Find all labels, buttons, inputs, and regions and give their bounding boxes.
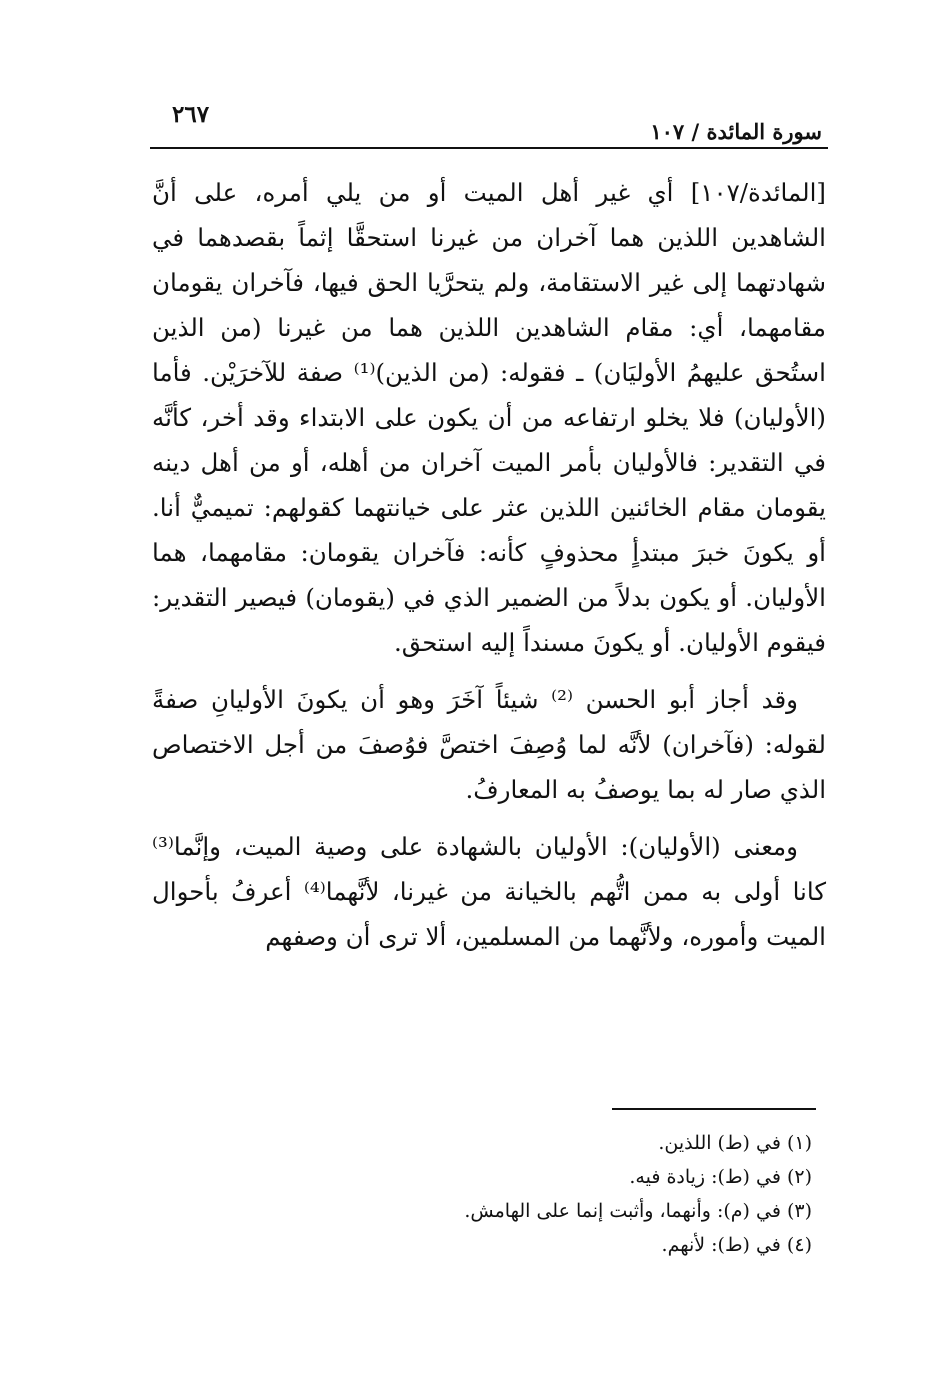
header-rule [150, 147, 828, 149]
paragraph-2: وقد أجاز أبو الحسن ⁽²⁾ شيئاً آخَرَ وهو أن يكونَ الأوليانِ صفةً لقوله: (فآخران) لأنَّه لما وُصِفَ اختصَّ فوُصفَ من أجل الاختصاص الذي صار له بما يوصفُ به المعارفُ. [152, 685, 826, 804]
footnote-4: (٤) في (ط): لأنهم. [661, 1234, 812, 1256]
footnote-separator [612, 1108, 816, 1110]
footnote-2: (٢) في (ط): زيادة فيه. [629, 1166, 812, 1188]
header-title: سورة المائدة / ١٠٧ [650, 119, 822, 144]
page-number: ٢٦٧ [172, 101, 210, 128]
footnote-3: (٣) في (م): وأنهما، وأثبت إنما على الهامش. [464, 1200, 812, 1222]
running-header [150, 100, 828, 148]
footnotes [152, 1126, 812, 1262]
footnote-1: (١) في (ط) اللذين. [658, 1132, 812, 1154]
paragraph-1: [المائدة/١٠٧] أي غير أهل الميت أو من يلي أمره، على أنَّ الشاهدين اللذين هما آخران من غيرنا استحقَّا إثماً بقصدهما في شهادتهما إلى غير الاستقامة، ولم يتحرَّيا الحق فيها، فآخران يقومان مقامهما، أي: مقام الشاهدين اللذين هما من غيرنا (من الذين استُحق عليهمُ الأوليَان) ـ فقوله: (من الذين)⁽¹⁾ صفة للآخرَيْن. فأما (الأوليان) فلا يخلو ارتفاعه من أن يكون على الابتداء وقد أخر، كأنَّه في التقدير: فالأوليان بأمر الميت آخران من أهله، أو من أهل دينه يقومان مقام الخائنين اللذين عثر على خيانتهما كقولهم: تميميٌّ أنا. أو يكونَ خبرَ مبتدأٍ محذوفٍ كأنه: فآخران يقومان: مقامهما، هما الأوليان. أو يكون بدلاً من الضمير الذي في (يقومان) فيصير التقدير: فيقوم الأوليان. أو يكونَ مسنداً إليه استحق. [152, 178, 826, 657]
main-text [152, 170, 826, 959]
paragraph-3: ومعنى (الأوليان): الأوليان بالشهادة على وصية الميت، وإنَّما⁽³⁾ كانا أولى به ممن اتُّهم بالخيانة من غيرنا، لأنَّهما⁽⁴⁾ أعرفُ بأحوال الميت وأموره، ولأنَّهما من المسلمين، ألا ترى أن وصفهم [152, 832, 826, 951]
